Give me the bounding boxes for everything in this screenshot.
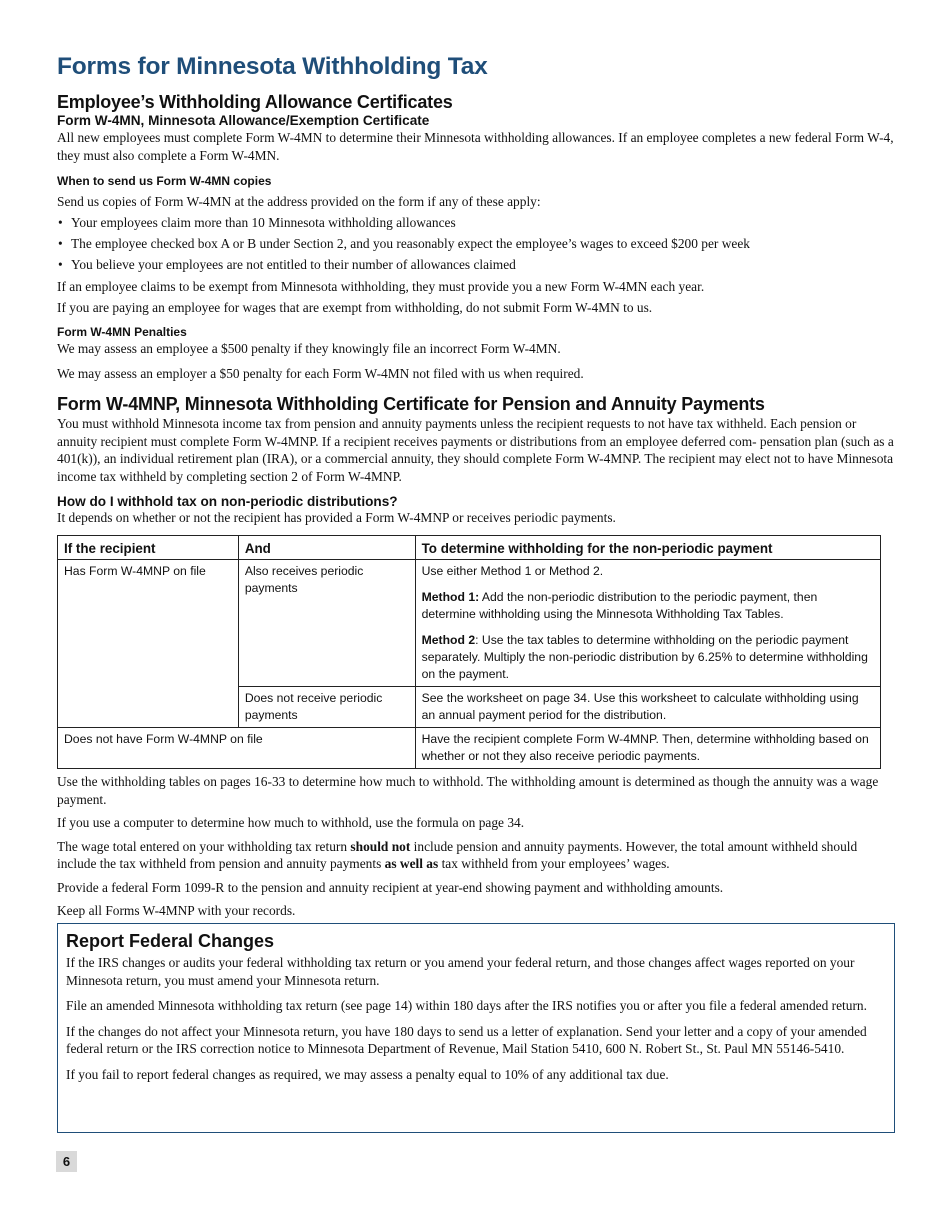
table-cell: Does not receive periodic payments	[238, 686, 415, 727]
when-to-send-list	[57, 214, 895, 274]
non-periodic-question: How do I withhold tax on non-periodic distributions?	[57, 494, 398, 510]
page-number: 6	[56, 1151, 77, 1172]
federal-changes-heading: Report Federal Changes	[66, 931, 275, 952]
penalties-heading: Form W-4MN Penalties	[57, 324, 187, 339]
table-header: To determine withholding for the non-periodic payment	[415, 535, 880, 559]
method-2-text	[422, 632, 874, 683]
page-title: Forms for Minnesota Withholding Tax	[57, 53, 488, 80]
method-2-body: : Use the tax tables to determine withholding on the periodic payment separately. Multiply the non-periodic distribution by 6.25% to determine withholding on the payment.	[421, 632, 868, 681]
table-cell	[415, 559, 880, 686]
federal-changes-p4: If you fail to report federal changes as required, we may assess a penalty equal to 10% of any additional tax due.	[66, 1067, 669, 1083]
keep-forms-text: Keep all Forms W-4MNP with your records.	[57, 903, 296, 919]
non-periodic-answer: It depends on whether or not the recipient has provided a Form W-4MNP or receives periodic payments.	[57, 510, 616, 526]
either-method-text: Use either Method 1 or Method 2.	[421, 563, 604, 578]
wage-total-e: tax withheld from your employees’ wages.	[438, 856, 670, 872]
table-cell: Does not have Form W-4MNP on file	[58, 727, 416, 768]
w4mnp-intro: You must withhold Minnesota income tax from pension and annuity payments unless the recipient requests to not have tax withheld. Each pension or annuity recipient must complete Form W-4MNP. If a recipient receives payments or distributions from an employee deferred com- pensation plan (such as a 401(k)), an individual retirement plan (IRA), or a commercial annuity, they should complete Form W-4MNP. The recipient may elect not to have Minnesota income tax withheld by completing section 2 of Form W-4MNP.	[57, 415, 894, 484]
document-page	[57, 52, 895, 1133]
wage-total-c: include pension and annuity payments. However, the total amount withheld should include the tax withheld from pension and annuity payments	[57, 838, 858, 872]
list-item: • Your employees claim more than 10 Minnesota withholding allowances	[57, 214, 895, 232]
form-1099r-text: Provide a federal Form 1099-R to the pension and annuity recipient at year-end showing payment and withholding amounts.	[57, 879, 724, 895]
after-table-text-2: If you use a computer to determine how much to withhold, use the formula on page 34.	[57, 815, 525, 831]
table-cell: Have the recipient complete Form W-4MNP. Then, determine withholding based on whether or not they also receive periodic payments.	[415, 727, 880, 768]
federal-changes-p2: File an amended Minnesota withholding tax return (see page 14) within 180 days after the IRS notifies you or after you file a federal amended return.	[66, 998, 867, 1014]
method-1-label: Method 1:	[421, 589, 480, 604]
exempt-wages-text: If you are paying an employee for wages that are exempt from withholding, do not submit Form W-4MN to us.	[57, 300, 653, 316]
federal-changes-p1: If the IRS changes or audits your federal withholding tax return or you amend your federal return, and those changes affect wages reported on your Minnesota return, you must amend your Minnesota return.	[66, 955, 855, 988]
penalty-employer-text: We may assess an employer a $50 penalty for each Form W-4MN not filed with us when required.	[57, 366, 584, 382]
wage-total-should-not: should not	[350, 838, 411, 854]
table-header: And	[238, 535, 415, 559]
method-2-label: Method 2	[421, 632, 476, 647]
section-heading-w4mnp: Form W-4MNP, Minnesota Withholding Certificate for Pension and Annuity Payments	[57, 393, 765, 414]
method-1-body: Add the non-periodic distribution to the periodic payment, then determine withholding using the Minnesota Withholding Tax Tables.	[421, 589, 818, 621]
list-item: • The employee checked box A or B under Section 2, and you reasonably expect the employee’s wages to exceed $200 per week	[57, 235, 895, 253]
federal-changes-p3: If the changes do not affect your Minnesota return, you have 180 days to send us a letter of explanation. Send your letter and a copy of your amended federal return or the IRS correction notice to Minnesota Department of Revenue, Mail Station 5410, 600 N. Robert St., St. Paul MN 55146-5410.	[66, 1023, 867, 1057]
table-header: If the recipient	[58, 535, 239, 559]
penalty-employee-text: We may assess an employee a $500 penalty if they knowingly file an incorrect Form W-4MN.	[57, 340, 561, 356]
table-cell: Has Form W-4MNP on file	[58, 559, 239, 727]
subheading-w4mn: Form W-4MN, Minnesota Allowance/Exemption Certificate	[57, 113, 430, 128]
after-table-text-1: Use the withholding tables on pages 16-33 to determine how much to withhold. The withholding amount is determined as though the annuity was a wage payment.	[57, 773, 879, 807]
wage-total-as-well-as: as well as	[384, 856, 439, 872]
table-header-row	[58, 535, 881, 559]
withholding-table	[57, 535, 881, 769]
section-heading-allowance-certificates: Employee’s Withholding Allowance Certificates	[57, 92, 453, 112]
exempt-employee-text: If an employee claims to be exempt from Minnesota withholding, they must provide you a new Form W-4MN each year.	[57, 278, 705, 294]
wage-total-text	[57, 838, 895, 873]
when-to-send-heading: When to send us Form W-4MN copies	[57, 174, 272, 189]
table-cell: Also receives periodic payments	[238, 559, 415, 686]
list-item: • You believe your employees are not entitled to their number of allowances claimed	[57, 256, 895, 274]
w4mn-intro: All new employees must complete Form W-4MN to determine their Minnesota withholding allowances. If an employee completes a new federal Form W-4, they must also complete a Form W-4MN.	[57, 130, 894, 163]
table-row	[58, 559, 881, 686]
when-to-send-intro: Send us copies of Form W-4MN at the address provided on the form if any of these apply:	[57, 194, 541, 210]
table-cell: See the worksheet on page 34. Use this worksheet to calculate withholding using an annual payment period for the distribution.	[415, 686, 880, 727]
wage-total-a: The wage total entered on your withholding tax return	[57, 838, 351, 854]
table-row	[58, 727, 881, 768]
report-federal-changes-box	[57, 923, 895, 1133]
method-1-text	[422, 589, 874, 623]
